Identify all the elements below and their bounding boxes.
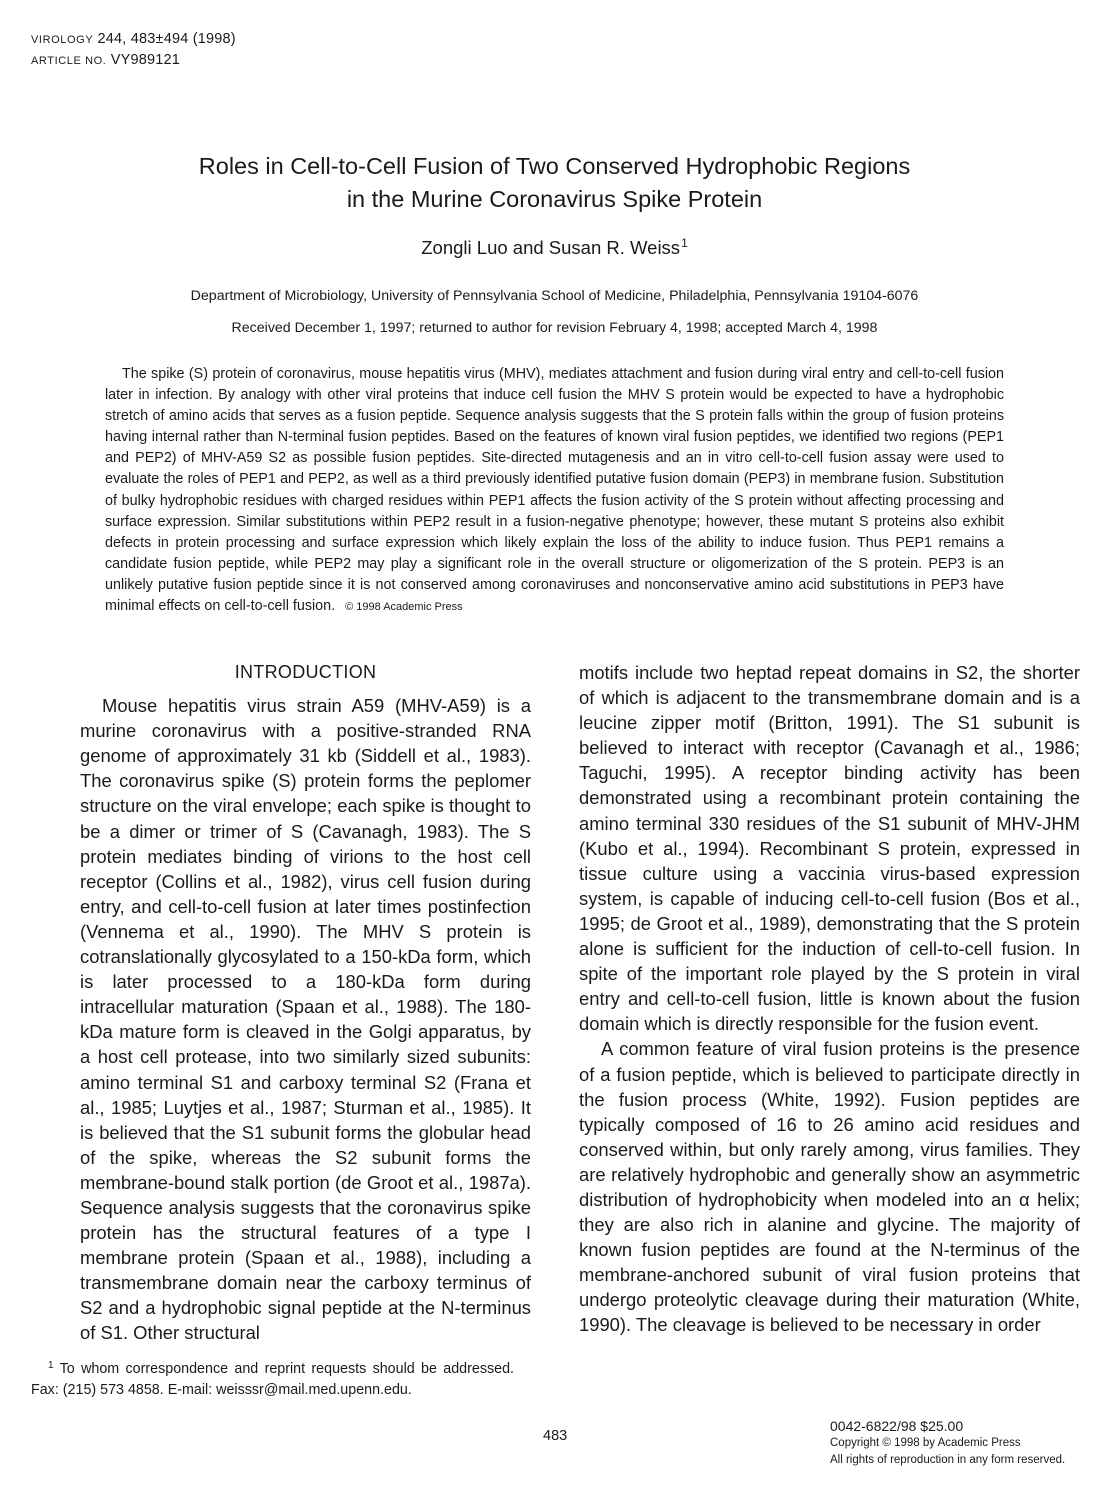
rights-line: All rights of reproduction in any form reserved. bbox=[830, 1454, 1066, 1466]
author-names: Zongli Luo and Susan R. Weiss bbox=[421, 237, 681, 258]
right-column bbox=[579, 660, 1080, 1338]
copyright-line: Copyright © 1998 by Academic Press bbox=[830, 1437, 1021, 1449]
footnote-mark: 1 bbox=[48, 1360, 54, 1371]
left-column bbox=[80, 660, 531, 1346]
abstract bbox=[105, 364, 1004, 618]
article-label: ARTICLE NO. bbox=[31, 55, 107, 67]
intro-paragraph-1: Mouse hepatitis virus strain A59 (MHV-A59) is a murine coronavirus with a positive-stranded RNA genome of approximately 31 kb (Siddell et al., 1983). The coronavirus spike (S) protein forms the peplomer structure on the viral envelope; each spike is thought to be a dimer or trimer of S (Cavanagh, 1983). The S protein mediates binding of virions to the host cell receptor (Collins et al., 1982), virus cell fusion during entry, and cell-to-cell fusion at later times postinfection (Vennema et al., 1990). The MHV S protein is cotranslationally glycosylated to a 150-kDa form, which is later processed to a 180-kDa form during intracellular maturation (Spaan et al., 1988). The 180-kDa mature form is cleaved in the Golgi apparatus, by a host cell protease, into two similarly sized subunits: amino terminal S1 and carboxy terminal S2 (Frana et al., 1985; Luytjes et al., 1987; Sturman et al., 1985). It is believed that the S1 subunit forms the globular head of the spike, whereas the S2 subunit forms the membrane-bound stalk portion (de Groot et al., 1987a). Sequence analysis suggests that the coronavirus spike protein has the structural features of a type I membrane protein (Spaan et al., 1988), including a transmembrane domain near the carboxy terminus of S2 and a hydrophobic signal peptide at the N-terminus of S1. Other structural bbox=[80, 695, 531, 1344]
intro-paragraph-2: A common feature of viral fusion proteins is the presence of a fusion peptide, which is believed to participate directly in the fusion process (White, 1992). Fusion peptides are typically composed of 16 to 26 amino acid residues and conserved within, but only rarely among, virus families. They are relatively hydrophobic and generally show an asymmetric distribution of hydrophobicity when modeled into an α helix; they are also rich in alanine and glycine. The majority of known fusion peptides are found at the N-terminus of the membrane-anchored subunit of viral fusion proteins that undergo proteolytic cleavage during their maturation (White, 1990). The cleavage is believed to be necessary in order bbox=[579, 1038, 1080, 1336]
footnote-text: To whom correspondence and reprint requests should be addressed. Fax: (215) 573 4858. E-mail: weisssr@mail.med.upenn.edu. bbox=[31, 1361, 514, 1398]
article-id: VY989121 bbox=[110, 52, 181, 68]
paper-title bbox=[0, 150, 1109, 216]
footnote bbox=[31, 1355, 514, 1401]
journal-name: VIROLOGY bbox=[31, 34, 94, 46]
abstract-text: The spike (S) protein of coronavirus, mouse hepatitis virus (MHV), mediates attachment and fusion during viral entry and cell-to-cell fusion later in infection. By analogy with other viral proteins that induce cell fusion the MHV S protein would be expected to have a hydrophobic stretch of amino acids that serves as a fusion peptide. Sequence analysis suggests that the S protein falls within the group of fusion proteins having internal rather than N-terminal fusion peptides. Based on the features of known viral fusion peptides, we identified two regions (PEP1 and PEP2) of MHV-A59 S2 as possible fusion peptides. Site-directed mutagenesis and an in vitro cell-to-cell fusion assay were used to evaluate the roles of PEP1 and PEP2, as well as a third previously identified putative fusion domain (PEP3) in membrane fusion. Substitution of bulky hydrophobic residues with charged residues within PEP1 affects the fusion activity of the S protein without affecting processing and surface expression. Similar substitutions within PEP2 result in a fusion-negative phenotype; however, these mutant S proteins also exhibit defects in protein processing and surface expression which likely explain the loss of the ability to induce fusion. Thus PEP1 remains a candidate fusion peptide, while PEP2 may play a significant role in the overall structure or oligomerization of the S protein. PEP3 is an unlikely putative fusion peptide since it is not conserved among coronaviruses and nonconservative amino acid substitutions in PEP3 have minimal effects on cell-to-cell fusion. bbox=[105, 366, 1004, 615]
authors bbox=[0, 236, 1109, 259]
author-footnote-mark: 1 bbox=[681, 236, 688, 250]
section-heading-introduction: INTRODUCTION bbox=[234, 662, 377, 682]
publication-info bbox=[830, 1418, 1065, 1469]
title-line-2: in the Murine Coronavirus Spike Protein bbox=[346, 186, 763, 212]
volume-pages: 244, 483±494 (1998) bbox=[97, 31, 236, 47]
price-code: 0042-6822/98 $25.00 bbox=[830, 1418, 964, 1434]
journal-header bbox=[31, 29, 236, 71]
intro-paragraph-1-continued: motifs include two heptad repeat domains in S2, the shorter of which is adjacent to the transmembrane domain and is a leucine zipper motif (Britton, 1991). The S1 subunit is believed to interact with receptor (Cavanagh et al., 1986; Taguchi, 1995). A receptor binding activity has been demonstrated using a recombinant protein containing the amino terminal 330 residues of the S1 subunit of MHV-JHM (Kubo et al., 1994). Recombinant S protein, expressed in tissue culture using a vaccinia virus-based expression system, is capable of inducing cell-to-cell fusion (Bos et al., 1995; de Groot et al., 1989), demonstrating that the S protein alone is sufficient for the induction of cell-to-cell fusion. In spite of the important role played by the S protein in viral entry and cell-to-cell fusion, little is known about the fusion domain which is directly responsible for the fusion event. bbox=[579, 662, 1080, 1035]
page-number: 483 bbox=[543, 1428, 568, 1444]
affiliation: Department of Microbiology, University of Pennsylvania School of Medicine, Philadelphia, Pennsylvania 19104-6076 bbox=[190, 288, 919, 304]
abstract-copyright: © 1998 Academic Press bbox=[345, 601, 463, 614]
received-dates: Received December 1, 1997; returned to author for revision February 4, 1998; accepted March 4, 1998 bbox=[231, 320, 878, 336]
title-line-1: Roles in Cell-to-Cell Fusion of Two Conserved Hydrophobic Regions bbox=[198, 153, 911, 179]
